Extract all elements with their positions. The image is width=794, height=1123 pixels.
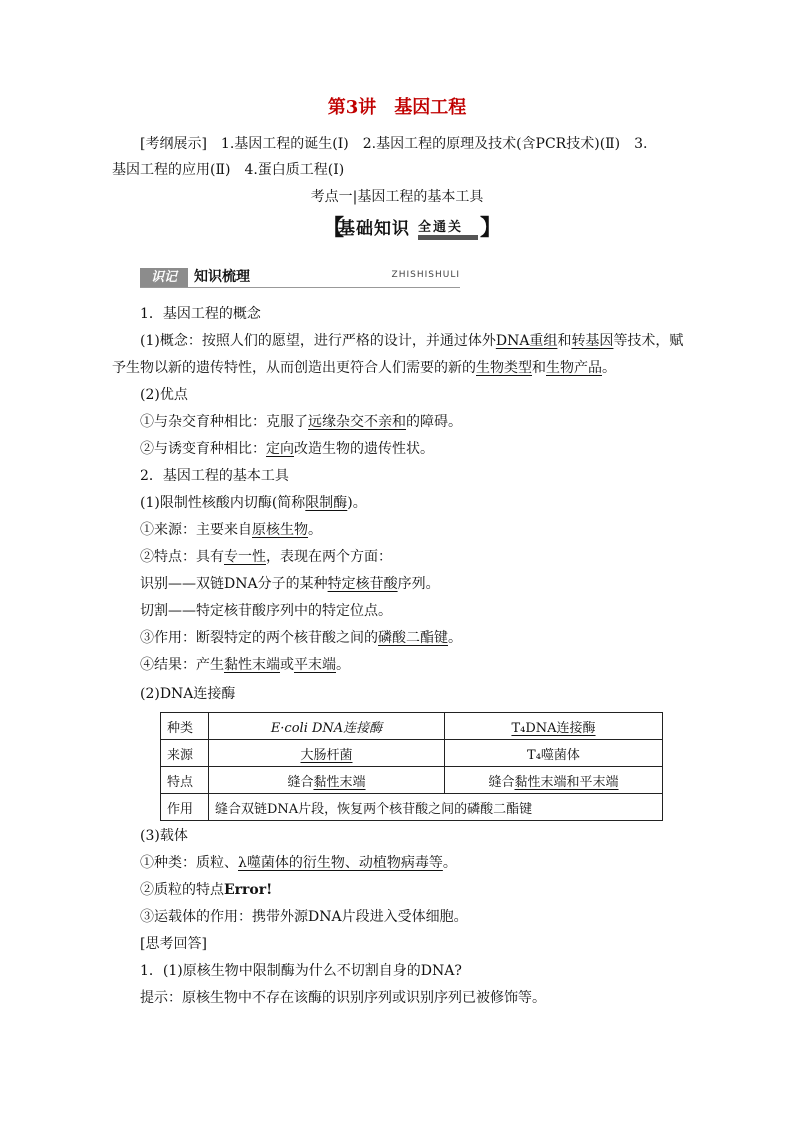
- table-row: [161, 713, 663, 740]
- table-cell: 缝合双链DNA片段，恢复两个核苷酸之间的磷酸二酯键: [209, 794, 663, 821]
- basic-knowledge-banner: [322, 217, 502, 243]
- table-row: [161, 740, 663, 767]
- text: 。: [442, 855, 457, 871]
- para-20: [思考回答]: [140, 936, 207, 952]
- banner-sub-text: 全通关: [418, 220, 464, 235]
- blank-answer: λ噬菌体的衍生物、动植物病毒等: [238, 855, 443, 871]
- blank-answer: 原核生物: [252, 522, 308, 538]
- blank-answer: T₄DNA连接酶: [511, 720, 596, 736]
- blank-answer: DNA重组: [495, 333, 558, 349]
- blank-answer: 平末端: [294, 657, 336, 673]
- section-header-bar: [140, 268, 460, 288]
- section-divider: [140, 287, 460, 288]
- text: 改造生物的遗传性状。: [294, 441, 434, 457]
- para-13: [140, 628, 462, 648]
- para-11: [140, 574, 440, 594]
- blank-answer: 黏性末端和平末端: [514, 774, 619, 790]
- para-2: [140, 331, 683, 351]
- text: 缝合: [488, 774, 515, 790]
- para-17: [140, 853, 457, 873]
- para-10: [140, 547, 392, 567]
- left-bracket-icon: 【: [322, 216, 345, 241]
- table-cell: 作用: [161, 794, 209, 821]
- blank-answer: 特定核苷酸: [327, 576, 398, 592]
- table-cell: [209, 740, 445, 767]
- para-21: 1．(1)原核生物中限制酶为什么不切割自身的DNA?: [140, 963, 462, 979]
- table-cell: T₄噬菌体: [445, 740, 663, 767]
- text: ①种类：质粒、: [140, 855, 238, 871]
- text: ④结果：产生: [140, 657, 224, 673]
- text: 。: [602, 360, 616, 376]
- text: 。: [448, 630, 462, 646]
- section-label: 知识梳理: [194, 269, 250, 285]
- text: (1)概念：按照人们的愿望，进行严格的设计，并通过体外: [140, 333, 496, 349]
- table-cell: 特点: [161, 767, 209, 794]
- kaodian-heading: 考点一|基因工程的基本工具: [310, 189, 484, 205]
- text: ①与杂交育种相比：克服了: [140, 414, 308, 430]
- text: 。: [308, 522, 322, 538]
- para-12: 切割——特定核苷酸序列中的特定位点。: [140, 603, 392, 619]
- para-1: 1．基因工程的概念: [140, 306, 261, 322]
- text: 的障碍。: [406, 414, 462, 430]
- table-cell: [445, 767, 663, 794]
- table-cell: E·coli DNA连接酶: [209, 713, 445, 740]
- blank-answer: 转基因: [571, 333, 614, 349]
- blank-answer: 黏性末端: [313, 774, 366, 790]
- table-cell: [445, 713, 663, 740]
- para-22: 提示：原核生物中不存在该酶的识别序列或识别序列已被修饰等。: [140, 990, 546, 1006]
- section-tag: 识记: [140, 268, 188, 287]
- error-text: Error!: [224, 882, 273, 898]
- table-cell: 种类: [161, 713, 209, 740]
- para-16: (3)载体: [140, 828, 188, 844]
- text: (1)限制性核酸内切酶(简称: [140, 495, 306, 511]
- para-3: [112, 358, 616, 378]
- text: ①来源：主要来自: [140, 522, 252, 538]
- text: 等技术，赋: [613, 333, 684, 349]
- banner-main-text: 基础知识: [338, 219, 410, 239]
- para-6: [140, 439, 434, 459]
- text: 和: [557, 333, 572, 349]
- text: 予生物以新的遗传特性，从而创造出更符合人们需要的新的: [112, 360, 476, 376]
- table-row: [161, 794, 663, 821]
- text: 缝合: [287, 774, 314, 790]
- para-8: [140, 493, 367, 513]
- blank-answer: 磷酸二酯键: [378, 630, 448, 646]
- blank-answer: 定向: [266, 441, 294, 457]
- blank-answer: 大肠杆菌: [300, 747, 353, 763]
- table-row: [161, 767, 663, 794]
- blank-answer: 远缘杂交不亲和: [308, 414, 406, 430]
- para-18: [140, 880, 272, 900]
- blank-answer: 生物类型: [476, 360, 532, 376]
- text: 序列。: [397, 576, 440, 592]
- blank-answer: 黏性末端: [224, 657, 280, 673]
- section-pinyin: ZHISHISHULI: [391, 270, 460, 280]
- para-7: 2．基因工程的基本工具: [140, 468, 289, 484]
- text: 。: [336, 657, 350, 673]
- text: )。: [347, 495, 367, 511]
- para-9: [140, 520, 322, 540]
- para-14: [140, 655, 350, 675]
- page-title: 第3讲 基因工程: [327, 97, 467, 118]
- blank-answer: 限制酶: [305, 495, 348, 511]
- right-bracket-icon: 】: [480, 216, 503, 241]
- table-cell: [209, 767, 445, 794]
- text: ②与诱变育种相比：: [140, 441, 266, 457]
- para-5: [140, 412, 462, 432]
- text: ，表现在两个方面：: [266, 549, 392, 565]
- text: 或: [280, 657, 294, 673]
- table-cell: 来源: [161, 740, 209, 767]
- para-19: ③运载体的作用：携带外源DNA片段进入受体细胞。: [140, 909, 468, 925]
- text: ③作用：断裂特定的两个核苷酸之间的: [140, 630, 378, 646]
- text: 识别——双链DNA分子的某种: [140, 576, 328, 592]
- banner-underline-bar: [418, 235, 478, 240]
- para-4: (2)优点: [140, 387, 188, 403]
- para-15: (2)DNA连接酶: [140, 686, 236, 702]
- text: ②质粒的特点: [140, 882, 224, 898]
- blank-answer: 生物产品: [546, 360, 602, 376]
- text: ②特点：具有: [140, 549, 224, 565]
- blank-answer: 专一性: [224, 549, 266, 565]
- text: 和: [532, 360, 546, 376]
- syllabus-line-1: [考纲展示] 1.基因工程的诞生(Ⅰ) 2.基因工程的原理及技术(含PCR技术)(Ⅱ) 3.: [140, 136, 648, 152]
- ligase-table: [160, 712, 663, 821]
- syllabus-line-2: 基因工程的应用(Ⅱ) 4.蛋白质工程(Ⅰ): [112, 162, 345, 178]
